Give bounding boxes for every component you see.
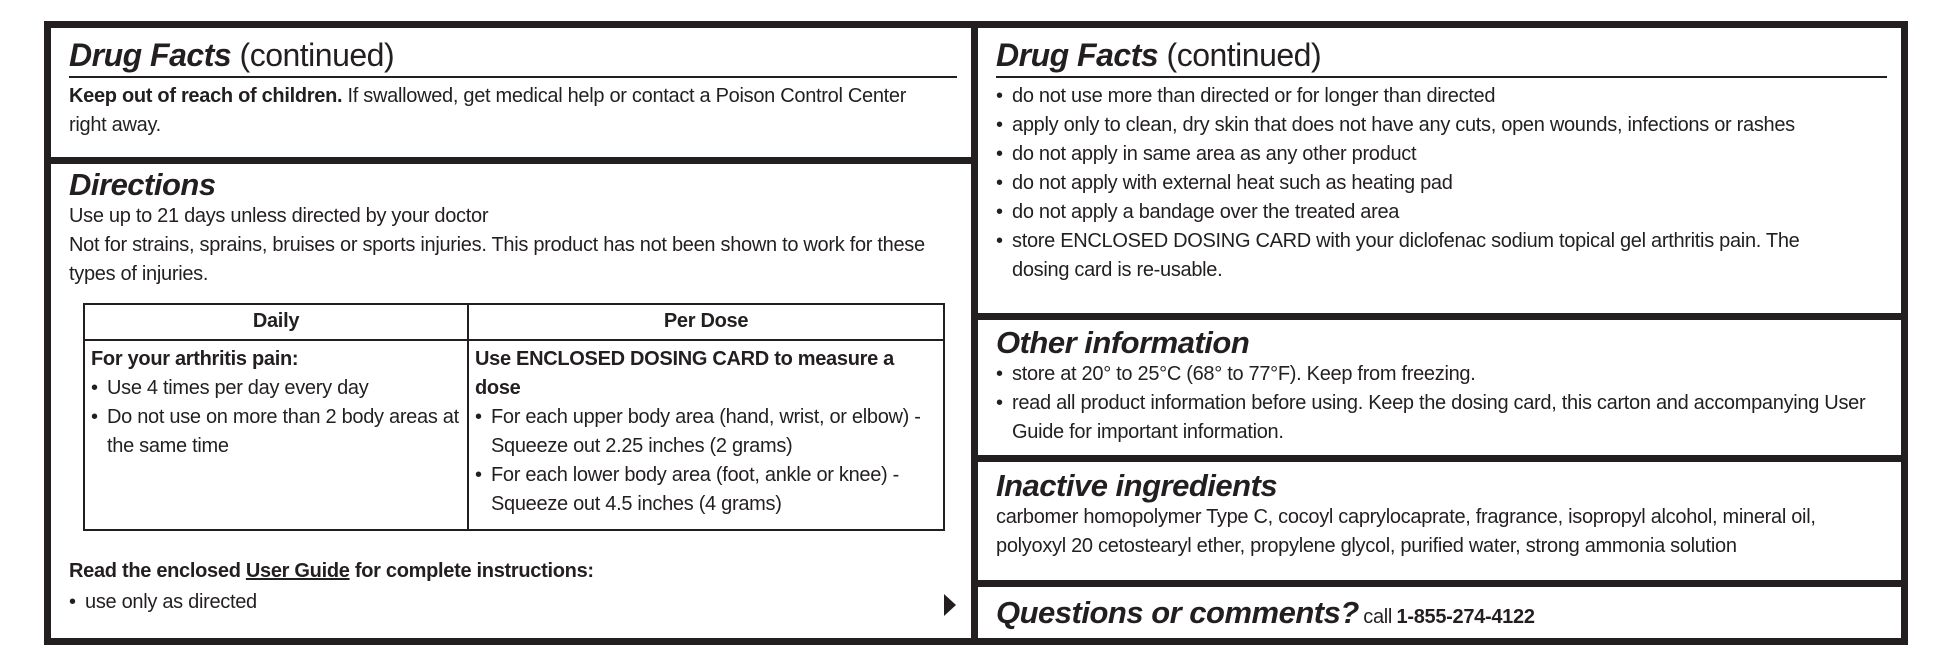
daily-list — [91, 374, 461, 461]
directions-title: Directions — [69, 167, 216, 202]
phone-number: 1-855-274-4122 — [1396, 606, 1535, 628]
questions-section — [978, 596, 1901, 632]
user-guide-section — [51, 557, 971, 617]
warnings-list — [996, 82, 1887, 285]
list-item: • Use 4 times per day every day — [91, 374, 461, 403]
list-item: • For each upper body area (hand, wrist, or elbow) - Squeeze out 2.25 inches (2 grams) — [475, 403, 937, 461]
warning-text — [69, 82, 957, 140]
table-header-per-dose: Per Dose — [468, 304, 944, 340]
user-guide-after: for complete instructions: — [354, 560, 594, 582]
last-bullet-list — [69, 588, 957, 617]
list-item: • do not apply a bandage over the treated area — [996, 198, 1887, 227]
left-header-section — [51, 36, 971, 140]
left-header-title — [69, 36, 957, 74]
dosing-table — [83, 303, 945, 531]
header-rule — [996, 76, 1887, 78]
inactive-ingredients-line2: polyoxyl 20 cetostearyl ether, propylene glycol, purified water, strong ammonia solution — [996, 535, 1737, 557]
list-item: • use only as directed — [69, 588, 957, 617]
other-information-section — [978, 326, 1901, 447]
section-divider — [978, 313, 1901, 320]
list-item: • store at 20° to 25°C (68° to 77°F). Keep from freezing. — [996, 360, 1887, 389]
list-item: • apply only to clean, dry skin that does not have any cuts, open wounds, infections or rashes — [996, 111, 1887, 140]
directions-line3: types of injuries. — [69, 263, 209, 285]
user-guide-before: Read the enclosed — [69, 560, 241, 582]
left-column — [51, 28, 971, 638]
header-rule — [69, 76, 957, 78]
table-header-daily: Daily — [84, 304, 468, 340]
right-header-section — [978, 36, 1901, 285]
list-item: • For each lower body area (foot, ankle or knee) - Squeeze out 4.5 inches (4 grams) — [475, 461, 937, 519]
drug-facts-title: Drug Facts — [996, 37, 1159, 73]
section-divider — [978, 580, 1901, 587]
per-dose-cell — [468, 340, 944, 530]
user-guide-link: User Guide — [245, 560, 350, 582]
directions-line2: Not for strains, sprains, bruises or sports injuries. This product has not been shown to work for these — [69, 234, 925, 256]
user-guide-line — [69, 557, 957, 586]
warning-bold: Keep out of reach of children. — [69, 85, 343, 107]
daily-cell — [84, 340, 468, 530]
section-divider — [978, 455, 1901, 462]
daily-heading: For your arthritis pain: — [91, 348, 299, 370]
drug-facts-title: Drug Facts — [69, 37, 232, 73]
other-information-list — [996, 360, 1887, 447]
continued-label: (continued) — [1166, 37, 1322, 73]
column-divider — [971, 28, 978, 638]
section-divider — [51, 157, 971, 164]
list-item: • read all product information before using. Keep the dosing card, this carton and accompanying User Guide for important information. — [996, 389, 1887, 447]
inactive-ingredients-title: Inactive ingredients — [996, 468, 1278, 503]
questions-call: call — [1363, 606, 1393, 628]
per-dose-list — [475, 403, 937, 519]
list-item: • do not apply with external heat such as heating pad — [996, 169, 1887, 198]
continued-label: (continued) — [239, 37, 395, 73]
directions-section — [51, 168, 971, 289]
table-header-row — [84, 304, 944, 340]
right-triangle-icon — [944, 594, 956, 616]
list-item: • Do not use on more than 2 body areas at the same time — [91, 403, 461, 461]
right-column — [978, 28, 1901, 638]
warning-line1: If swallowed, get medical help or contact a Poison Control Center — [347, 85, 907, 107]
table-row — [84, 340, 944, 530]
per-dose-heading: Use ENCLOSED DOSING CARD to measure a dose — [475, 348, 894, 399]
list-item: • do not use more than directed or for longer than directed — [996, 82, 1887, 111]
list-item: • store ENCLOSED DOSING CARD with your diclofenac sodium topical gel arthritis pain. The dosing card is re-usable. — [996, 227, 1887, 285]
inactive-ingredients-section — [978, 469, 1901, 561]
right-header-title — [996, 36, 1887, 74]
warning-line2: right away. — [69, 114, 161, 136]
directions-line1: Use up to 21 days unless directed by your doctor — [69, 205, 489, 227]
list-item: • do not apply in same area as any other product — [996, 140, 1887, 169]
drug-facts-panel — [44, 21, 1908, 645]
other-information-title: Other information — [996, 325, 1250, 360]
inactive-ingredients-line1: carbomer homopolymer Type C, cocoyl caprylocaprate, fragrance, isopropyl alcohol, mineral oil, — [996, 506, 1816, 528]
questions-title: Questions or comments? — [996, 595, 1359, 630]
